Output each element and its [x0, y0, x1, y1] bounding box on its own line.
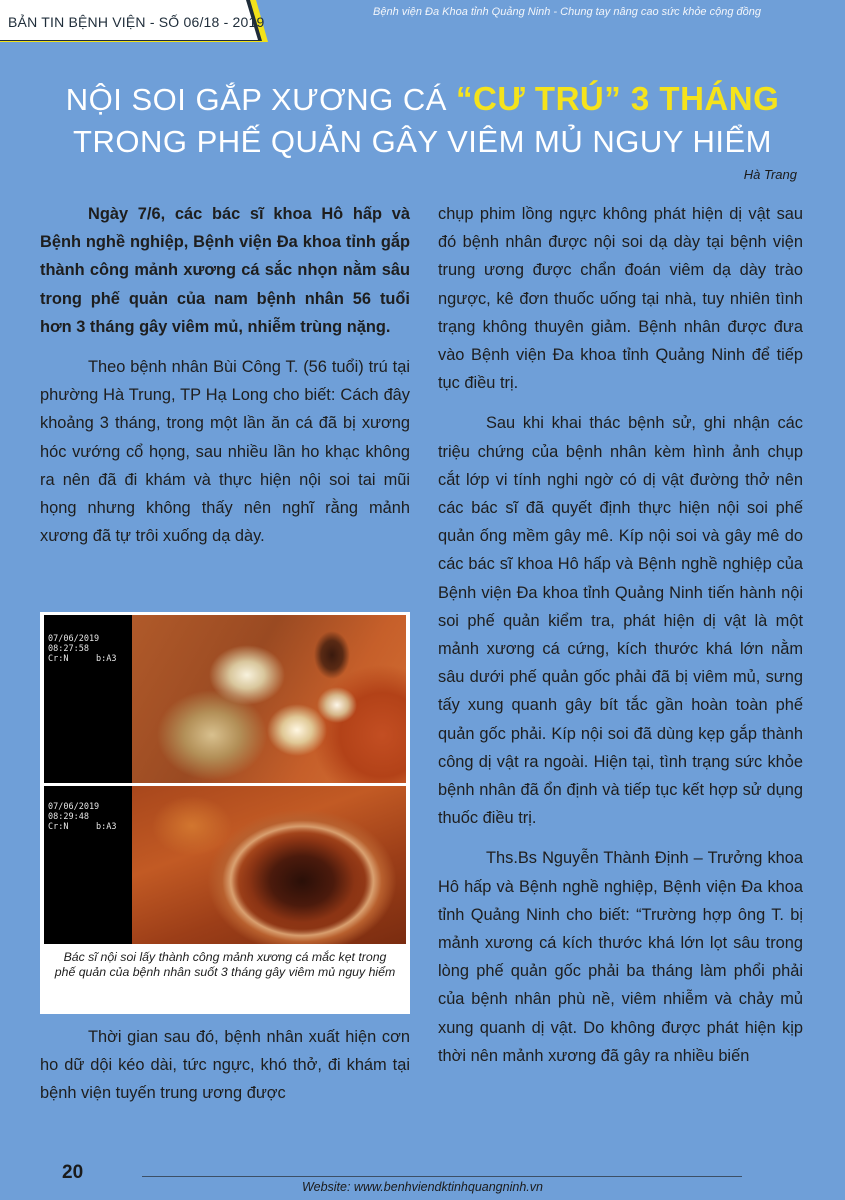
figure — [40, 612, 410, 1014]
header-bar — [0, 0, 845, 44]
page-number: 20 — [62, 1162, 84, 1183]
photo-1-timestamp: 07/06/2019 08:27:58 Cr:N — [48, 634, 100, 664]
photo-1-tag: b:A3 — [96, 654, 117, 664]
article-author: Hà Trang — [743, 167, 797, 182]
issue-label: BẢN TIN BỆNH VIỆN - SỐ 06/18 - 2019 — [8, 14, 265, 30]
endoscopy-photo-1 — [44, 615, 406, 783]
left-column-top — [40, 200, 410, 550]
article-paragraph-3: Sau khi khai thác bệnh sử, ghi nhận các triệu chứng của bệnh nhân kèm hình ảnh chụp cắt lớp vi tính nghi ngờ có dị vật đường thở nên các bác sĩ đã quyết định thực hiện nội soi phế quản ống mềm gây mê. Kíp nội soi và gây mê do các bác sĩ khoa Hô hấp và Bệnh nghề nghiệp của Bệnh viện Đa khoa tỉnh Quảng Ninh tiến hành nội soi phế quản kiểm tra, phát hiện dị vật là một mảnh xương cá cứng, kích thước khá lớn nằm sâu dưới phế quản gốc phải đã bị viêm mủ, sưng tấy xung quanh gây bít tắc gần hoàn toàn phế quản gốc phải. Kíp nội soi đã dùng kẹp gắp thành công dị vật ra ngoài. Hiện tại, tình trạng sức khỏe bệnh nhân đã ổn định và tiếp tục kết hợp sử dụng thuốc điều trị. — [438, 414, 803, 828]
article-paragraph-2: Thời gian sau đó, bệnh nhân xuất hiện cơn ho dữ dội kéo dài, tức ngực, khó thở, đi khám tại bệnh viện tuyến trung ương được — [40, 1028, 410, 1103]
article-title-line1 — [0, 80, 845, 118]
article-title-line2: TRONG PHẾ QUẢN GÂY VIÊM MỦ NGUY HIỂM — [73, 124, 772, 159]
photo-1-scene — [132, 615, 406, 783]
header-slogan: Bệnh viện Đa Khoa tỉnh Quảng Ninh - Chung tay nâng cao sức khỏe cộng đồng — [373, 6, 761, 18]
article-paragraph-1: Theo bệnh nhân Bùi Công T. (56 tuổi) trú tại phường Hà Trung, TP Hạ Long cho biết: Cách đây khoảng 3 tháng, trong một lần ăn cá đã bị xương hóc vướng cổ họng, sau nhiều lần ho khạc không ra nên đã đi khám và thực hiện nội soi tai mũi họng nhưng không thấy nên nghĩ rằng mảnh xương đã tự trôi xuống dạ dày. — [40, 358, 410, 546]
figure-caption: Bác sĩ nội soi lấy thành công mảnh xương cá mắc kẹt trong phế quản của bệnh nhân suốt 3 tháng gây viêm mủ nguy hiểm — [54, 950, 396, 979]
article-title-highlight: “CƯ TRÚ” 3 THÁNG — [456, 80, 780, 117]
article-title-part1: NỘI SOI GẮP XƯƠNG CÁ — [65, 82, 457, 117]
photo-2-tag: b:A3 — [96, 822, 117, 832]
photo-2-timestamp: 07/06/2019 08:29:48 Cr:N — [48, 802, 100, 832]
left-column-bottom — [40, 1023, 410, 1108]
footer-divider — [142, 1176, 742, 1177]
article-paragraph-2-continued: chụp phim lồng ngực không phát hiện dị vật sau đó bệnh nhân được nội soi dạ dày tại bệnh viện trung ương được chẩn đoán viêm dạ dày trào ngược, kê đơn thuốc uống tại nhà, tuy nhiên tình trạng không thuyên giảm. Bệnh nhân được đưa vào Bệnh viện Đa khoa tỉnh Quảng Ninh để tiếp tục điều trị. — [438, 205, 803, 393]
footer-website: Website: www.benhviendktinhquangninh.vn — [302, 1180, 543, 1194]
photo-2-scene — [132, 786, 406, 944]
article-paragraph-4: Ths.Bs Nguyễn Thành Định – Trưởng khoa Hô hấp và Bệnh nghề nghiệp, Bệnh viện Đa khoa tỉnh Quảng Ninh cho biết: “Trường hợp ông T. bị mảnh xương cá kích thước khá lớn lọt sâu trong lòng phế quản gốc phải ba tháng làm phổi phải của bệnh nhân phù nề, viêm nhiễm và chảy mủ xung quanh dị vật. Do không được phát hiện kịp thời nên mảnh xương đã gây ra nhiều biến — [438, 849, 803, 1065]
right-column — [438, 200, 803, 1070]
endoscopy-photo-2 — [44, 786, 406, 944]
article-lead: Ngày 7/6, các bác sĩ khoa Hô hấp và Bệnh nghề nghiệp, Bệnh viện Đa khoa tỉnh gắp thành công mảnh xương cá sắc nhọn nằm sâu trong phế quản của nam bệnh nhân 56 tuổi hơn 3 tháng gây viêm mủ, nhiễm trùng nặng. — [40, 205, 410, 336]
